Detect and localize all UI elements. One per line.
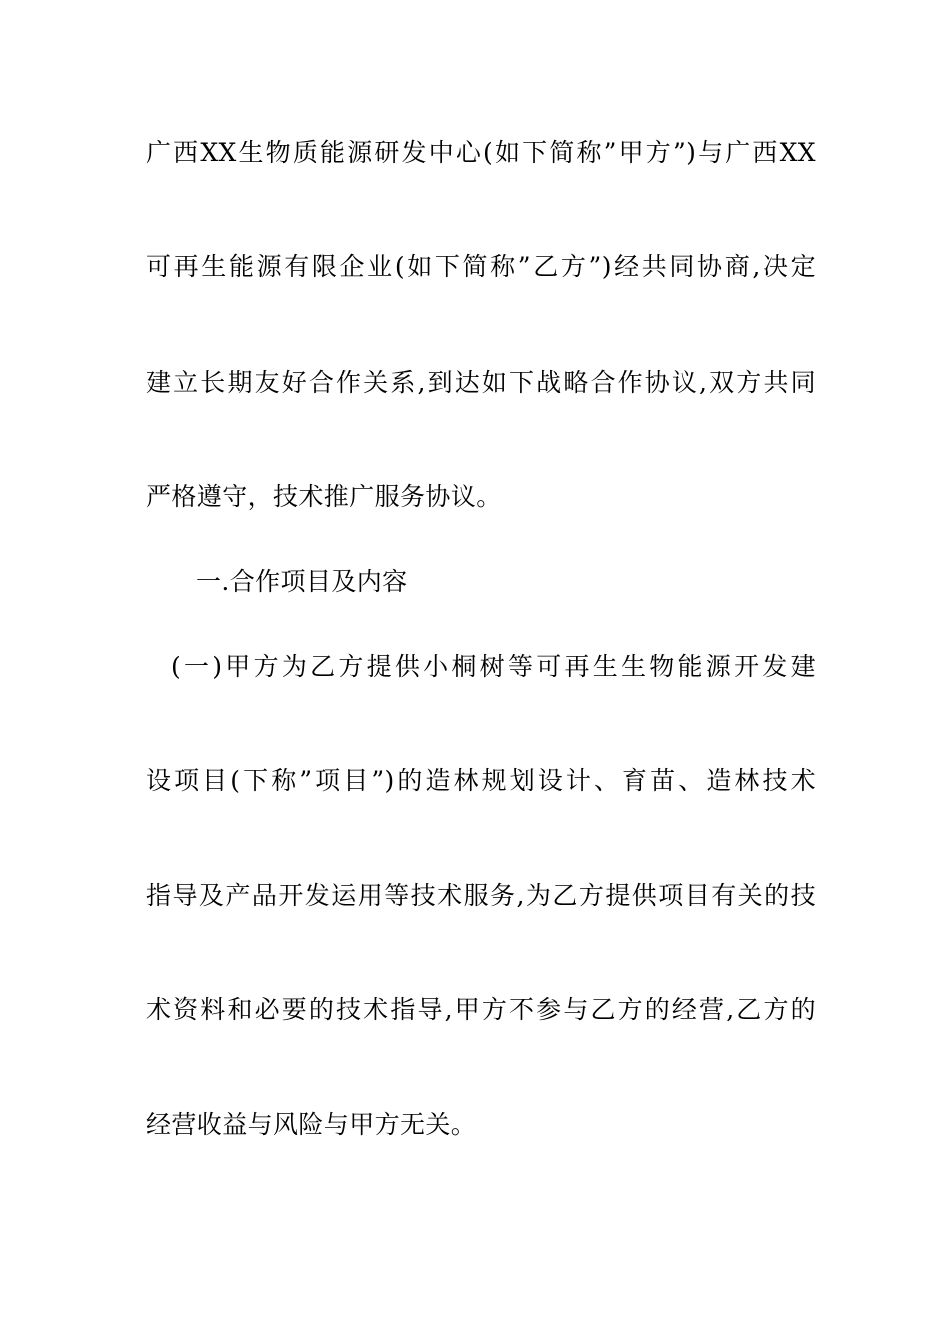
paragraph-2-line-4: 术资料和必要的技术指导,甲方不参与乙方的经营,乙方的	[146, 995, 816, 1024]
paragraph-1-line-4: 严格遵守，技术推广服务协议。	[146, 482, 502, 511]
paragraph-2-line-2: 设项目(下称”项目”)的造林规划设计、育苗、造林技术	[146, 766, 816, 795]
paragraph-1-line-3: 建立长期友好合作关系,到达如下战略合作协议,双方共同	[146, 368, 816, 397]
paragraph-1-line-2: 可再生能源有限企业(如下简称”乙方”)经共同协商,决定	[146, 252, 816, 281]
section-1-heading: 一.合作项目及内容	[196, 567, 408, 596]
paragraph-1-line-1: 广西XX生物质能源研发中心(如下简称”甲方”)与广西XX	[146, 138, 816, 167]
paragraph-2-line-5: 经营收益与风险与甲方无关。	[146, 1110, 477, 1139]
paragraph-2-line-1: (一)甲方为乙方提供小桐树等可再生生物能源开发建	[171, 652, 816, 681]
paragraph-2-line-3: 指导及产品开发运用等技术服务,为乙方提供项目有关的技	[146, 881, 816, 910]
